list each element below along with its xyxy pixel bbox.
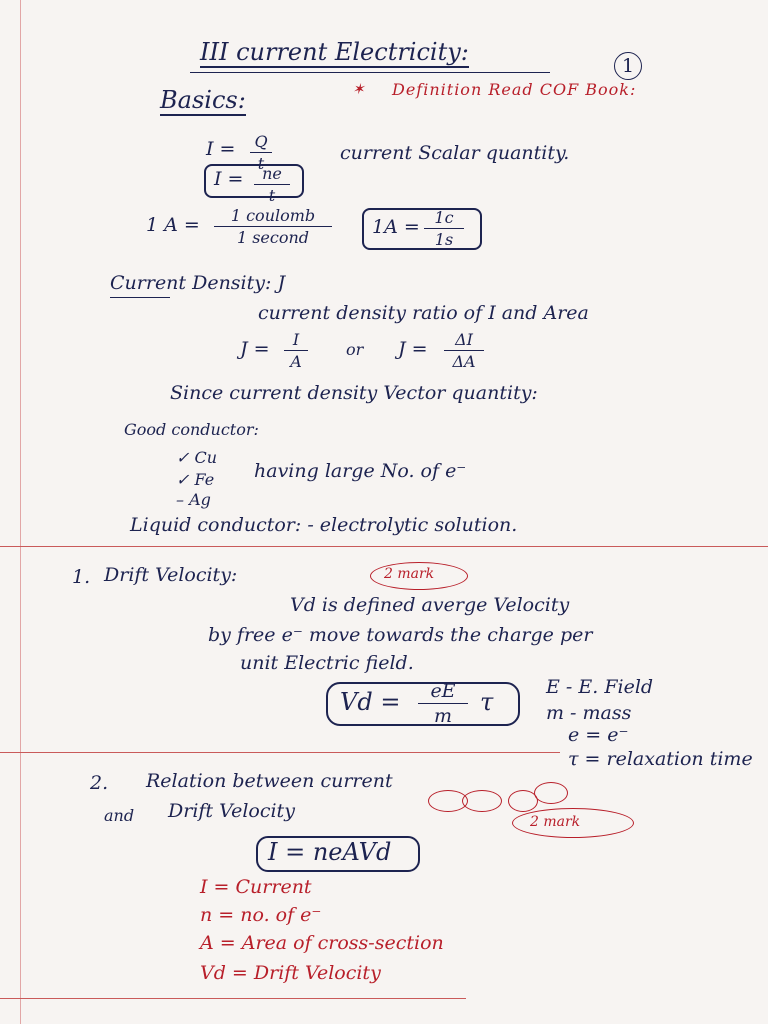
ine-lhs: I =	[214, 168, 244, 190]
drift-legend-1: m - mass	[546, 702, 632, 724]
metal-ag: – Ag	[176, 490, 211, 509]
drift-formula-tau: τ	[480, 688, 494, 716]
strike-oval-4	[534, 782, 568, 804]
drift-legend-0: E - E. Field	[546, 676, 654, 698]
relation-legend-0: I = Current	[200, 876, 312, 898]
section-divider-3	[0, 998, 466, 999]
i-eq-num: Q	[254, 132, 268, 151]
i-eq-den: t	[257, 154, 265, 173]
metal-cu-label: Cu	[194, 448, 218, 467]
ine-fraction	[254, 164, 290, 205]
basics-heading: Basics:	[160, 86, 246, 114]
page-number: 1	[614, 52, 642, 80]
margin-line-left	[20, 0, 21, 1024]
drift-formula-fraction	[418, 680, 468, 727]
ine-num: ne	[262, 164, 282, 183]
large-no-electrons: having large No. of e⁻	[254, 460, 467, 482]
amp-num: 1 coulomb	[230, 206, 316, 225]
drift-def-line2: by free e⁻ move towards the charge per	[208, 624, 593, 646]
drift-def-line3: unit Electric field.	[240, 652, 414, 674]
strike-oval-2	[462, 790, 502, 812]
current-scalar-note: current Scalar quantity.	[340, 142, 570, 164]
relation-marks-badge: 2 mark	[530, 814, 581, 830]
drift-def-line1: Vd is defined averge Velocity	[290, 594, 570, 616]
density-heading-squiggle	[110, 297, 170, 298]
metal-ag-label: Ag	[189, 490, 211, 509]
relation-legend-1: n = no. of e⁻	[200, 904, 322, 926]
relation-legend-2: A = Area of cross-section	[200, 932, 444, 954]
j2-num: ΔI	[455, 330, 473, 349]
title-underline	[190, 72, 550, 73]
metal-cu: ✓ Cu	[176, 448, 218, 467]
relation-formula: I = neAVd	[268, 838, 392, 866]
drift-marks-badge: 2 mark	[384, 566, 435, 582]
j-num: I	[292, 330, 300, 349]
j2-den: ΔA	[452, 352, 476, 371]
or-text: or	[346, 340, 364, 359]
drift-formula-num: eE	[430, 680, 456, 702]
density-heading: Current Density: J	[110, 272, 286, 294]
j-fraction	[284, 330, 308, 371]
amp-lhs: 1 A =	[146, 214, 200, 236]
relation-heading: Relation between current	[146, 770, 393, 792]
drift-number: 1.	[72, 566, 91, 588]
j2-lhs: J =	[398, 338, 428, 360]
amp-den: 1 second	[236, 228, 310, 247]
chapter-title: III current Electricity:	[200, 38, 469, 66]
amp-box-den: 1s	[434, 230, 454, 249]
density-ratio-text: current density ratio of I and Area	[258, 302, 589, 324]
ine-den: t	[268, 186, 276, 205]
i-eq-lhs: I =	[206, 138, 236, 160]
relation-and: and	[104, 806, 135, 825]
relation-number: 2.	[90, 772, 109, 794]
section-divider-1	[0, 546, 768, 547]
liquid-conductor-text: Liquid conductor: - electrolytic solution.	[130, 514, 518, 536]
drift-formula-lhs: Vd =	[340, 688, 401, 716]
read-book-note: Definition Read COF Book:	[392, 80, 637, 99]
good-conductor-label: Good conductor:	[124, 420, 259, 439]
amp-box-fraction	[424, 208, 464, 249]
since-vector-text: Since current density Vector quantity:	[170, 382, 538, 404]
j2-fraction	[444, 330, 484, 371]
drift-legend-2: e = e⁻	[568, 724, 629, 746]
amp-fraction	[214, 206, 332, 247]
section-divider-2	[0, 752, 560, 753]
amp-box-lhs: 1A =	[372, 216, 420, 238]
drift-formula-den: m	[433, 705, 453, 727]
j-lhs: J =	[240, 338, 270, 360]
j-den: A	[290, 352, 302, 371]
relation-legend-3: Vd = Drift Velocity	[200, 962, 381, 984]
relation-heading-line2: Drift Velocity	[168, 800, 295, 822]
drift-heading: Drift Velocity:	[104, 564, 238, 586]
metal-fe: ✓ Fe	[176, 470, 215, 489]
amp-box-num: 1c	[434, 208, 454, 227]
note-mark: ✶	[352, 80, 365, 98]
drift-legend-3: τ = relaxation time	[568, 748, 753, 770]
metal-fe-label: Fe	[194, 470, 215, 489]
